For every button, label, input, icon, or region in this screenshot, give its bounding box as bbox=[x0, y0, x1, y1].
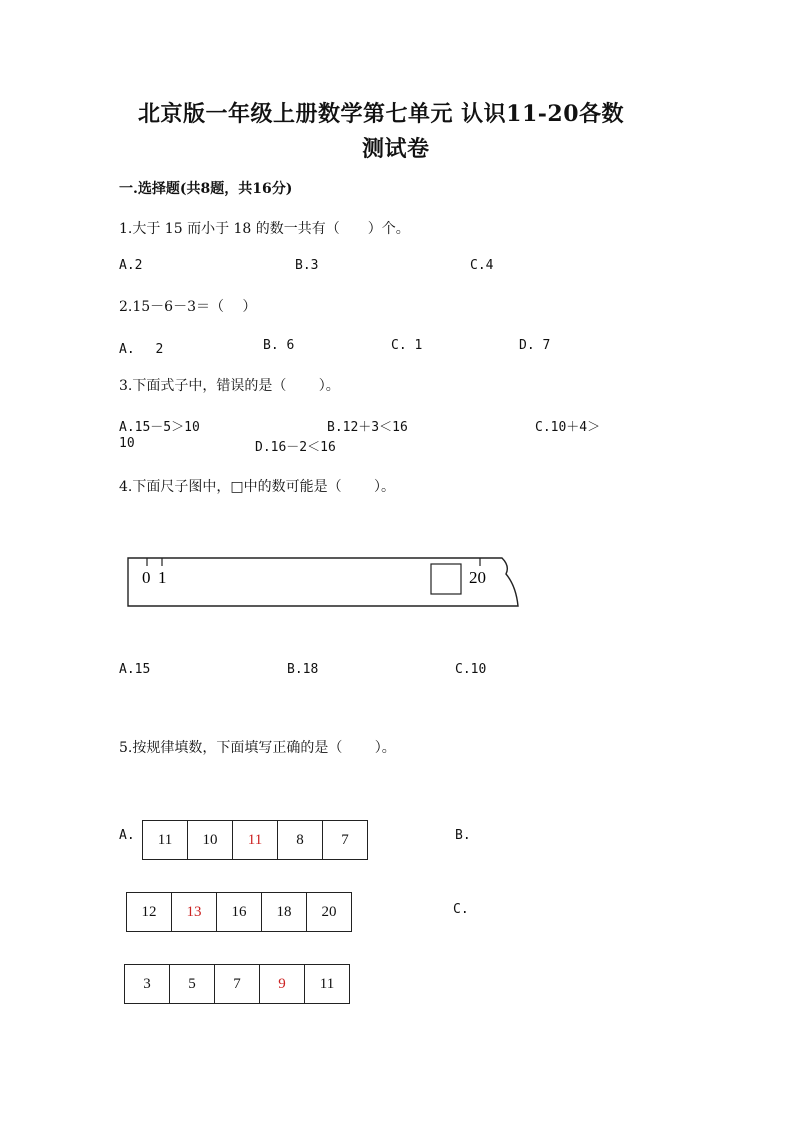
number-cell: 3 bbox=[125, 965, 170, 1003]
number-cell: 11 bbox=[143, 821, 188, 859]
page-title-line2: 测试卷 bbox=[362, 136, 430, 162]
ruler-figure bbox=[120, 548, 530, 612]
q5-option-c-label[interactable]: C. bbox=[453, 902, 469, 917]
page-title: 北京版一年级上册数学第七单元 认识11-20各数 bbox=[138, 101, 625, 127]
number-cell: 8 bbox=[278, 821, 323, 859]
ruler-outline bbox=[128, 558, 518, 606]
q1-option-c[interactable]: C.4 bbox=[470, 258, 494, 273]
q2-option-c[interactable]: C. 1 bbox=[391, 338, 423, 353]
q3-option-c[interactable]: C.10＋4＞ bbox=[535, 420, 601, 435]
number-cell: 5 bbox=[170, 965, 215, 1003]
number-cell-answer: 9 bbox=[260, 965, 305, 1003]
q1-option-b[interactable]: B.3 bbox=[295, 258, 319, 273]
q2-option-b[interactable]: B. 6 bbox=[263, 338, 295, 353]
question-1: 1.大于 15 而小于 18 的数一共有（ ）个。 bbox=[119, 221, 410, 237]
ruler-label-20: 20 bbox=[469, 568, 486, 587]
section-heading: 一.选择题(共8题，共16分) bbox=[119, 181, 293, 197]
q3-option-d[interactable]: D.16－2＜16 bbox=[255, 440, 336, 455]
number-cell: 7 bbox=[215, 965, 260, 1003]
ruler-label-0: 0 bbox=[142, 568, 151, 587]
number-cell: 16 bbox=[217, 893, 262, 931]
q5-option-a-label[interactable]: A. bbox=[119, 828, 135, 843]
q5-row-1 bbox=[142, 820, 368, 860]
q4-option-a[interactable]: A.15 bbox=[119, 662, 151, 677]
q3-option-c-cont: 10 bbox=[119, 436, 135, 451]
q5-option-b-label[interactable]: B. bbox=[455, 828, 471, 843]
question-5: 5.按规律填数，下面填写正确的是（ ）。 bbox=[119, 740, 396, 756]
number-cell: 12 bbox=[127, 893, 172, 931]
number-cell-answer: 11 bbox=[233, 821, 278, 859]
ruler-label-1: 1 bbox=[158, 568, 167, 587]
q3-option-a[interactable]: A.15－5＞10 bbox=[119, 420, 200, 435]
number-cell: 18 bbox=[262, 893, 307, 931]
number-cell: 7 bbox=[341, 831, 349, 848]
q4-option-b[interactable]: B.18 bbox=[287, 662, 319, 677]
q5-row-2 bbox=[126, 892, 352, 932]
number-cell: 20 bbox=[321, 903, 337, 920]
question-3: 3.下面式子中，错误的是（ ）。 bbox=[119, 378, 340, 394]
number-cell: 11 bbox=[319, 975, 335, 992]
q1-option-a[interactable]: A.2 bbox=[119, 258, 143, 273]
question-4: 4.下面尺子图中，□中的数可能是（ ）。 bbox=[119, 479, 396, 495]
q3-option-b[interactable]: B.12＋3＜16 bbox=[327, 420, 408, 435]
q5-row-3 bbox=[124, 964, 350, 1004]
question-2: 2.15－6－3＝（ ） bbox=[119, 299, 257, 315]
number-cell: 10 bbox=[188, 821, 233, 859]
q4-option-c[interactable]: C.10 bbox=[455, 662, 487, 677]
number-cell-answer: 13 bbox=[172, 893, 217, 931]
ruler-blank-box bbox=[431, 564, 461, 594]
q2-option-d[interactable]: D. 7 bbox=[519, 338, 551, 353]
q2-option-a[interactable]: A. 2 bbox=[119, 342, 164, 357]
